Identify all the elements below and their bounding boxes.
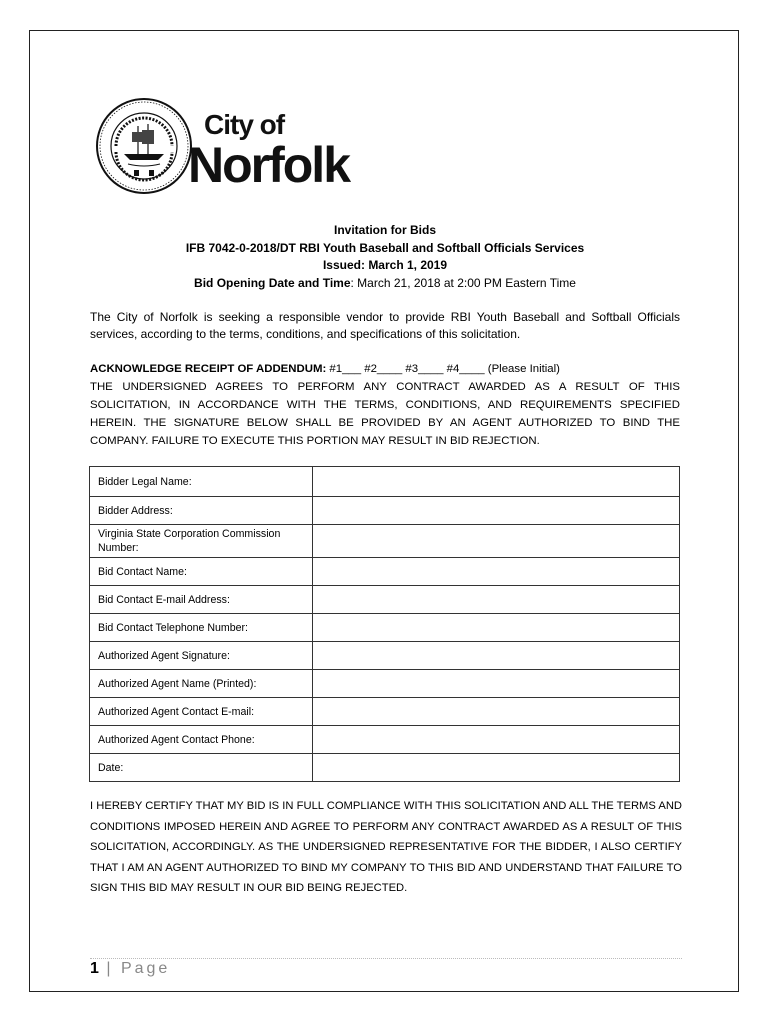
bid-opening-label: Bid Opening Date and Time <box>194 275 351 290</box>
page-footer <box>90 960 170 978</box>
agent-email-field[interactable] <box>313 698 680 726</box>
table-row <box>90 558 680 586</box>
intro-paragraph: The City of Norfolk is seeking a responsible vendor to provide RBI Youth Baseball and Softball Officials services, according to the terms, conditions, and specifications of this solicitation. <box>90 310 680 341</box>
field-label: Bidder Address: <box>90 497 313 525</box>
agent-signature-field[interactable] <box>313 642 680 670</box>
agent-phone-field[interactable] <box>313 726 680 754</box>
acknowledge-section <box>90 360 680 450</box>
bidder-address-field[interactable] <box>313 497 680 525</box>
table-row <box>90 754 680 782</box>
date-field[interactable] <box>313 754 680 782</box>
table-row <box>90 698 680 726</box>
bid-contact-phone-field[interactable] <box>313 614 680 642</box>
document-heading <box>90 222 680 292</box>
table-row <box>90 642 680 670</box>
field-label: Bid Contact E-mail Address: <box>90 586 313 614</box>
page-separator: | <box>98 960 121 977</box>
field-label: Date: <box>90 754 313 782</box>
field-label: Authorized Agent Contact Phone: <box>90 726 313 754</box>
logo-city-of: City of <box>204 109 285 140</box>
table-row <box>90 497 680 525</box>
field-label: Authorized Agent Contact E-mail: <box>90 698 313 726</box>
field-label: Authorized Agent Signature: <box>90 642 313 670</box>
page-word: Page <box>120 960 171 977</box>
scc-number-field[interactable] <box>313 525 680 558</box>
heading-issued-date: Issued: March 1, 2019 <box>322 258 448 272</box>
city-seal-icon <box>97 99 191 193</box>
city-of-norfolk-logo <box>94 96 394 196</box>
heading-title: Invitation for Bids <box>334 223 436 237</box>
table-row <box>90 726 680 754</box>
footer-divider <box>90 958 682 959</box>
bid-contact-name-field[interactable] <box>313 558 680 586</box>
heading-bid-opening <box>90 275 680 293</box>
agent-name-field[interactable] <box>313 670 680 698</box>
bid-opening-value: : March 21, 2018 at 2:00 PM Eastern Time <box>350 275 576 290</box>
acknowledge-line <box>90 360 680 378</box>
table-row <box>90 467 680 497</box>
logo-norfolk: Norfolk <box>188 137 349 193</box>
field-label: Authorized Agent Name (Printed): <box>90 670 313 698</box>
field-label: Virginia State Corporation Commission Number: <box>90 525 313 558</box>
certification-paragraph: I HEREBY CERTIFY THAT MY BID IS IN FULL COMPLIANCE WITH THIS SOLICITATION AND ALL THE TERMS AND CONDITIONS IMPOSED HEREIN AND AGREE TO PERFORM ANY CONTRACT AWARDED AS A RESULT OF THIS SOLICITATION, ACCORDINGLY. AS THE UNDERSIGNED REPRESENTATIVE FOR THE BIDDER, I ALSO CERTIFY THAT I AM AN AGENT AUTHORIZED TO BIND MY COMPANY TO THIS BID AND UNDERSTAND THAT FAILURE TO SIGN THIS BID MAY RESULT IN OUR BID BEING REJECTED. <box>90 800 682 894</box>
page-number: 1 <box>90 960 99 977</box>
acknowledge-label: ACKNOWLEDGE RECEIPT OF ADDENDUM: <box>90 363 327 375</box>
svg-text:CITY OF NORFOLK VIRGINIA: CITY OF NORFOLK VIRGINIA <box>144 150 158 151</box>
table-row <box>90 525 680 558</box>
bidder-info-table <box>89 466 680 782</box>
table-row <box>90 670 680 698</box>
field-label: Bid Contact Name: <box>90 558 313 586</box>
field-label: Bidder Legal Name: <box>90 467 313 497</box>
table-row <box>90 586 680 614</box>
table-row <box>90 614 680 642</box>
addendum-initials[interactable]: #1___ #2____ #3____ #4____ (Please Initial) <box>326 363 560 375</box>
agreement-statement: THE UNDERSIGNED AGREES TO PERFORM ANY CONTRACT AWARDED AS A RESULT OF THIS SOLICITATION, IN ACCORDANCE WITH THE TERMS, CONDITIONS, AND REQUIREMENTS SPECIFIED HEREIN. THE SIGNATURE BELOW SHALL BE PROVIDED BY AN AGENT AUTHORIZED TO BIND THE COMPANY. FAILURE TO EXECUTE THIS PORTION MAY RESULT IN BID REJECTION. <box>90 381 680 447</box>
bidder-legal-name-field[interactable] <box>313 467 680 497</box>
bid-contact-email-field[interactable] <box>313 586 680 614</box>
field-label: Bid Contact Telephone Number: <box>90 614 313 642</box>
heading-ifb-number: IFB 7042-0-2018/DT RBI Youth Baseball and Softball Officials Services <box>185 240 585 255</box>
